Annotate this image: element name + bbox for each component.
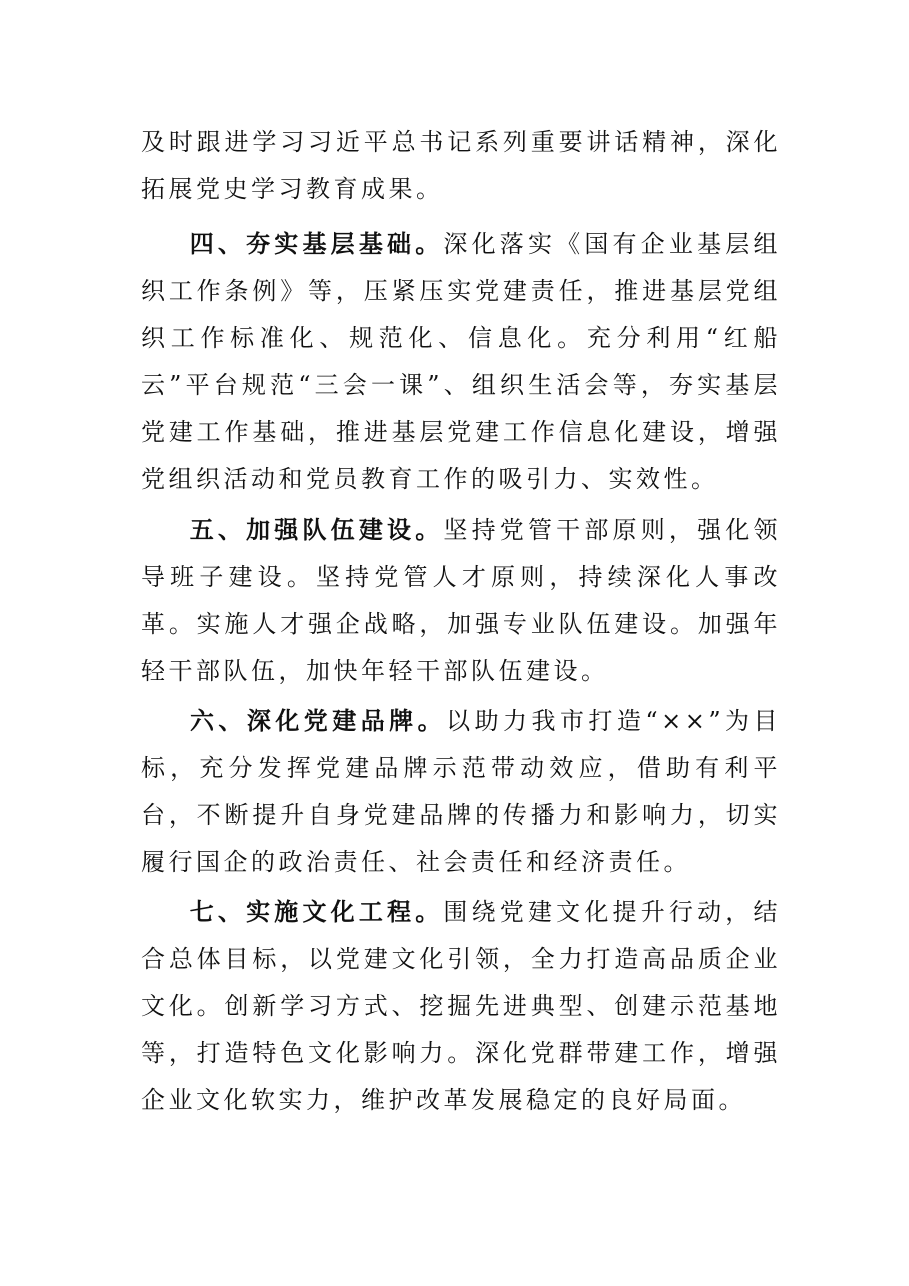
section-heading: 四、夯实基层基础。 — [189, 229, 444, 258]
paragraph-text: 以助力我市打造“××”为目标，充分发挥党建品牌示范带动效应，借助有利平台，不断提升自身党建品牌的传播力和影响力，切实履行国企的政治责任、社会责任和经济责任。 — [141, 707, 782, 876]
paragraph-text: 深化落实《国有企业基层组织工作条例》等，压紧压实党建责任，推进基层党组织工作标准化、规范化、信息化。充分利用“红船云”平台规范“三会一课”、组织生活会等，夯实基层党建工作基础，推进基层党建工作信息化建设，增强党组织活动和党员教育工作的吸引力、实效性。 — [141, 230, 782, 493]
paragraph-text: 围绕党建文化提升行动，结合总体目标，以党建文化引领，全力打造高品质企业文化。创新学习方式、挖掘先进典型、创建示范基地等，打造特色文化影响力。深化党群带建工作，增强企业文化软实力，维护改革发展稳定的良好局面。 — [141, 898, 782, 1114]
paragraph-section-7 — [141, 888, 781, 1124]
paragraph-text: 及时跟进学习习近平总书记系列重要讲话精神，深化拓展党史学习教育成果。 — [141, 128, 781, 203]
paragraph-continuation — [141, 119, 781, 213]
paragraph-section-6 — [141, 697, 781, 886]
paragraph-section-5 — [141, 506, 781, 695]
section-heading: 五、加强队伍建设。 — [189, 515, 444, 544]
paragraph-section-4 — [141, 220, 781, 503]
section-heading: 六、深化党建品牌。 — [189, 706, 447, 735]
section-heading: 七、实施文化工程。 — [189, 897, 444, 926]
paragraph-text: 坚持党管干部原则，强化领导班子建设。坚持党管人才原则，持续深化人事改革。实施人才强企战略，加强专业队伍建设。加强年轻干部队伍，加快年轻干部队伍建设。 — [141, 516, 782, 685]
